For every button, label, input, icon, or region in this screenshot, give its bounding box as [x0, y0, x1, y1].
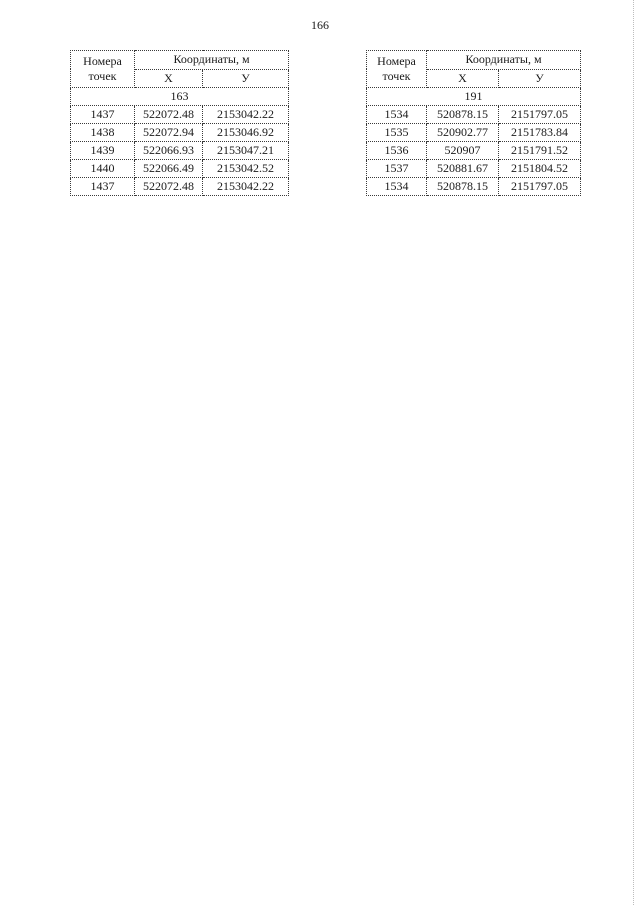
scan-edge [629, 0, 634, 905]
header-x: X [135, 69, 203, 88]
table-row [71, 124, 289, 142]
point-number: 1535 [367, 124, 427, 142]
y-value: 2153042.52 [203, 160, 289, 178]
header-point-numbers: Номера точек [71, 51, 135, 88]
coordinates-table-right [366, 50, 581, 196]
header-coordinates: Координаты, м [427, 51, 581, 70]
point-number: 1438 [71, 124, 135, 142]
y-value: 2151783.84 [499, 124, 581, 142]
y-value: 2151791.52 [499, 142, 581, 160]
point-number: 1437 [71, 106, 135, 124]
y-value: 2153046.92 [203, 124, 289, 142]
point-number: 1437 [71, 178, 135, 196]
x-value: 522066.93 [135, 142, 203, 160]
page-number: 166 [311, 18, 329, 32]
section-label: 163 [71, 88, 289, 106]
table-row [71, 106, 289, 124]
x-value: 520878.15 [427, 106, 499, 124]
point-number: 1534 [367, 178, 427, 196]
table-row [367, 124, 581, 142]
table-row [71, 160, 289, 178]
table-row [367, 178, 581, 196]
x-value: 520907 [427, 142, 499, 160]
y-value: 2151797.05 [499, 106, 581, 124]
x-value: 520902.77 [427, 124, 499, 142]
y-value: 2151797.05 [499, 178, 581, 196]
y-value: 2153042.22 [203, 178, 289, 196]
point-number: 1534 [367, 106, 427, 124]
header-y: У [203, 69, 289, 88]
section-label: 191 [367, 88, 581, 106]
y-value: 2153047.21 [203, 142, 289, 160]
point-number: 1537 [367, 160, 427, 178]
table-row [367, 142, 581, 160]
x-value: 522072.94 [135, 124, 203, 142]
table-row [71, 178, 289, 196]
coordinates-table-left [70, 50, 289, 196]
table-row [367, 160, 581, 178]
header-y: У [499, 69, 581, 88]
x-value: 520881.67 [427, 160, 499, 178]
x-value: 522066.49 [135, 160, 203, 178]
point-number: 1440 [71, 160, 135, 178]
header-coordinates: Координаты, м [135, 51, 289, 70]
y-value: 2153042.22 [203, 106, 289, 124]
table-row [367, 106, 581, 124]
header-x: X [427, 69, 499, 88]
point-number: 1439 [71, 142, 135, 160]
header-point-numbers: Номера точек [367, 51, 427, 88]
point-number: 1536 [367, 142, 427, 160]
x-value: 520878.15 [427, 178, 499, 196]
y-value: 2151804.52 [499, 160, 581, 178]
x-value: 522072.48 [135, 178, 203, 196]
x-value: 522072.48 [135, 106, 203, 124]
table-row [71, 142, 289, 160]
